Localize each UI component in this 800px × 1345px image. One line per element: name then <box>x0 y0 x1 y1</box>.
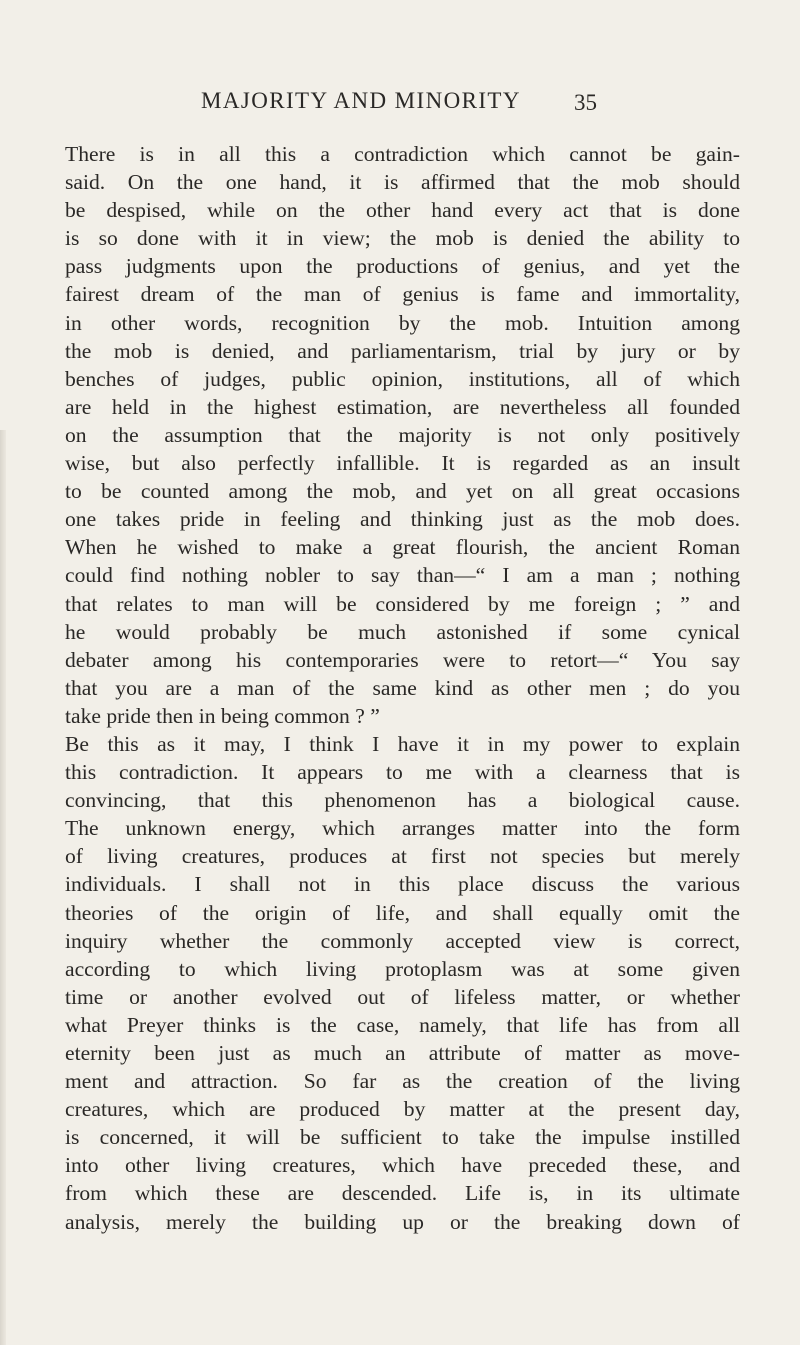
text-line: is so done with it in view; the mob is denied the ability to <box>65 226 740 251</box>
text-line: creatures, which are produced by matter at the present day, <box>65 1097 740 1122</box>
text-line: that you are a man of the same kind as other men ; do you <box>65 675 740 700</box>
text-line: be despised, while on the other hand every act that is done <box>65 198 740 223</box>
text-line: of living creatures, produces at first not species but merely <box>65 844 740 869</box>
text-line: he would probably be much astonished if some cynical <box>65 619 740 644</box>
text-line: to be counted among the mob, and yet on all great occasions <box>65 479 740 504</box>
text-line: into other living creatures, which have preceded these, and <box>65 1153 740 1178</box>
text-line: debater among his contemporaries were to retort—“ You say <box>65 647 740 672</box>
text-line: said. On the one hand, it is affirmed that the mob should <box>65 170 740 195</box>
text-line: There is in all this a contradiction which cannot be gain- <box>65 142 740 166</box>
text-line: Be this as it may, I think I have it in my power to explain <box>65 731 740 756</box>
text-line: could find nothing nobler to say than—“ I am a man ; nothing <box>65 563 740 588</box>
text-line: what Preyer thinks is the case, namely, that life has from all <box>65 1012 740 1037</box>
text-line: convincing, that this phenomenon has a biological cause. <box>65 788 740 813</box>
text-line: according to which living protoplasm was at some given <box>65 956 740 981</box>
text-line: from which these are descended. Life is, in its ultimate <box>65 1181 740 1206</box>
page-edge-shadow <box>0 430 6 1345</box>
text-line: is concerned, it will be sufficient to take the impulse instilled <box>65 1125 740 1150</box>
text-line: ment and attraction. So far as the creation of the living <box>65 1069 740 1094</box>
text-line: inquiry whether the commonly accepted view is correct, <box>65 928 740 953</box>
text-line: this contradiction. It appears to me with a clearness that is <box>65 760 740 785</box>
text-line: that relates to man will be considered by me foreign ; ” and <box>65 591 740 616</box>
text-line: in other words, recognition by the mob. Intuition among <box>65 310 740 335</box>
text-line: are held in the highest estimation, are nevertheless all founded <box>65 394 740 419</box>
text-line: the mob is denied, and parliamentarism, trial by jury or by <box>65 338 740 363</box>
text-line: one takes pride in feeling and thinking just as the mob does. <box>65 507 740 532</box>
body-text <box>65 140 740 1236</box>
text-line: analysis, merely the building up or the breaking down of <box>65 1209 740 1234</box>
text-line: The unknown energy, which arranges matter into the form <box>65 816 740 841</box>
text-line: benches of judges, public opinion, institutions, all of which <box>65 366 740 391</box>
running-head: MAJORITY AND MINORITY <box>201 88 521 113</box>
text-line: When he wished to make a great flourish, the ancient Roman <box>65 535 740 560</box>
page-header <box>0 88 800 124</box>
text-line: take pride then in being common ? ” <box>65 703 380 728</box>
page-number: 35 <box>574 90 597 115</box>
text-line: time or another evolved out of lifeless matter, or whether <box>65 984 740 1009</box>
text-line: eternity been just as much an attribute of matter as move- <box>65 1041 740 1065</box>
text-line: wise, but also perfectly infallible. It is regarded as an insult <box>65 451 740 476</box>
text-line: pass judgments upon the productions of genius, and yet the <box>65 254 740 279</box>
text-line: individuals. I shall not in this place discuss the various <box>65 872 740 897</box>
text-line: on the assumption that the majority is not only positively <box>65 422 740 447</box>
text-line: fairest dream of the man of genius is fame and immortality, <box>65 282 740 307</box>
text-line: theories of the origin of life, and shall equally omit the <box>65 900 740 925</box>
